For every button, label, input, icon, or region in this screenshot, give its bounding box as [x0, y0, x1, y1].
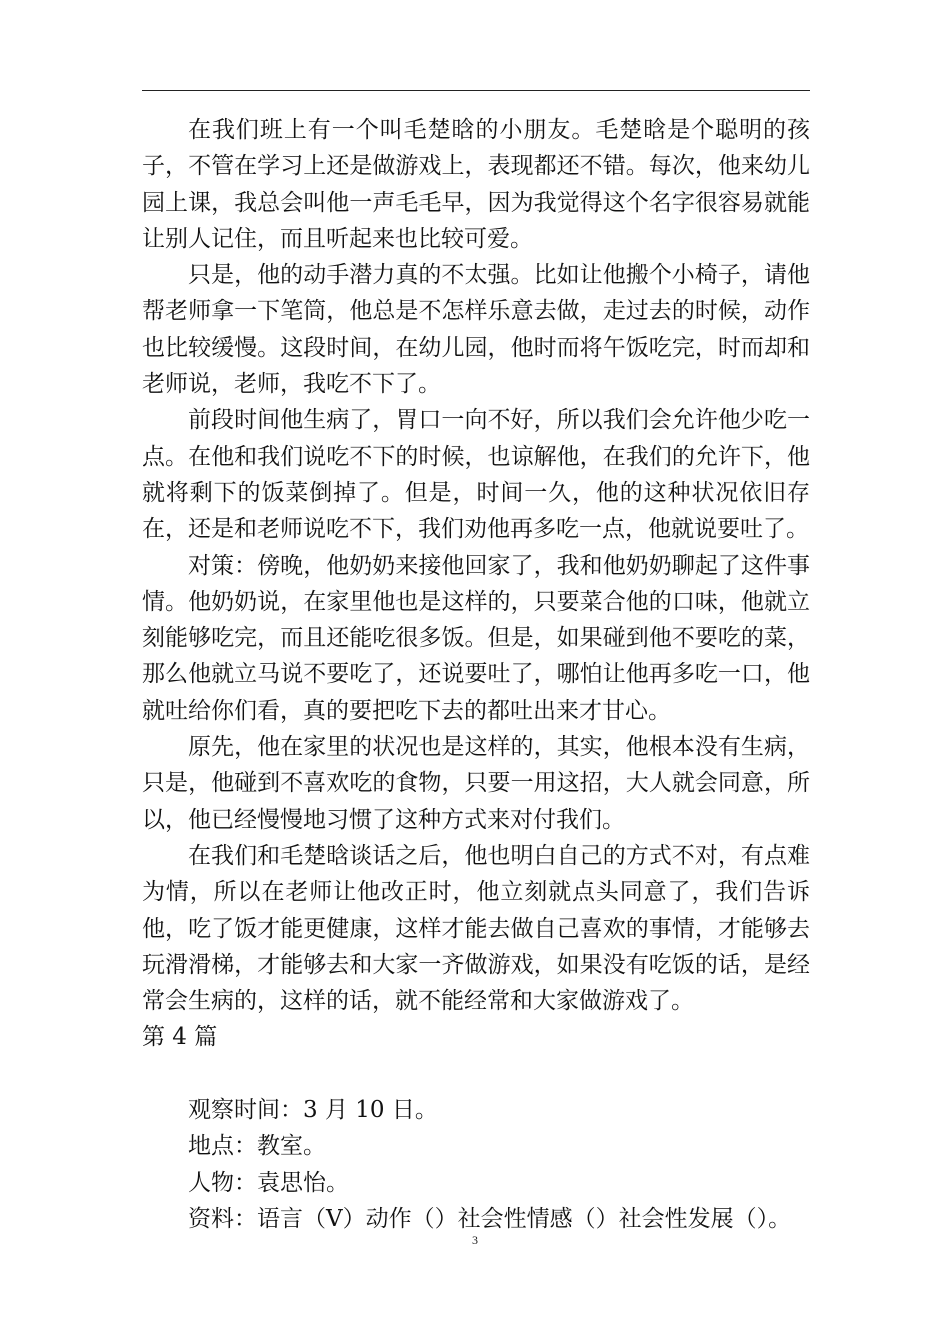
observation-material: 资料：语言（V）动作（）社会性情感（）社会性发展（）。	[188, 1205, 792, 1232]
body-paragraph: 前段时间他生病了，胃口一向不好，所以我们会允许他少吃一点。在他和我们说吃不下的时候，也谅解他，在我们的允许下，他就将剩下的饭菜倒掉了。但是，时间一久，他的这种状况依旧存在，还是和老师说吃不下，我们劝他再多吃一点，他就说要吐了。	[142, 407, 810, 543]
observation-time: 观察时间：3 月 10 日。	[188, 1097, 438, 1124]
blank-line	[142, 1056, 810, 1092]
page-number: 3	[472, 1233, 478, 1247]
body-paragraph: 在我们班上有一个叫毛楚晗的小朋友。毛楚晗是个聪明的孩子，不管在学习上还是做游戏上，表现都还不错。每次，他来幼儿园上课，我总会叫他一声毛毛早，因为我觉得这个名字很容易就能让别人记住，而且听起来也比较可爱。	[142, 117, 810, 252]
body-paragraph: 在我们和毛楚晗谈话之后，他也明白自己的方式不对，有点难为情，所以在老师让他改正时，他立刻就点头同意了，我们告诉他，吃了饭才能更健康，这样才能去做自己喜欢的事情，才能够去玩滑滑梯，才能够去和大家一齐做游戏，如果没有吃饭的话，是经常会生病的，这样的话，就不能经常和大家做游戏了。	[142, 842, 810, 1015]
body-paragraph: 只是，他的动手潜力真的不太强。比如让他搬个小椅子，请他帮老师拿一下笔筒，他总是不怎样乐意去做，走过去的时候，动作也比较缓慢。这段时间，在幼儿园，他时而将午饭吃完，时而却和老师说，老师，我吃不下了。	[142, 262, 810, 398]
page-body	[142, 112, 810, 1237]
section-heading: 第 4 篇	[142, 1024, 218, 1051]
observation-place: 地点：教室。	[188, 1133, 326, 1160]
body-paragraph: 原先，他在家里的状况也是这样的，其实，他根本没有生病，只是，他碰到不喜欢吃的食物，只要一用这招，大人就会同意，所以，他已经慢慢地习惯了这种方式来对付我们。	[142, 734, 810, 833]
observation-person: 人物：袁思怡。	[188, 1169, 349, 1196]
header-rule	[142, 90, 810, 91]
body-paragraph: 对策：傍晚，他奶奶来接他回家了，我和他奶奶聊起了这件事情。他奶奶说，在家里他也是这样的，只要菜合他的口味，他就立刻能够吃完，而且还能吃很多饭。但是，如果碰到他不要吃的菜，那么他就立马说不要吃了，还说要吐了，哪怕让他再多吃一口，他就吐给你们看，真的要把吃下去的都吐出来才甘心。	[142, 552, 810, 724]
